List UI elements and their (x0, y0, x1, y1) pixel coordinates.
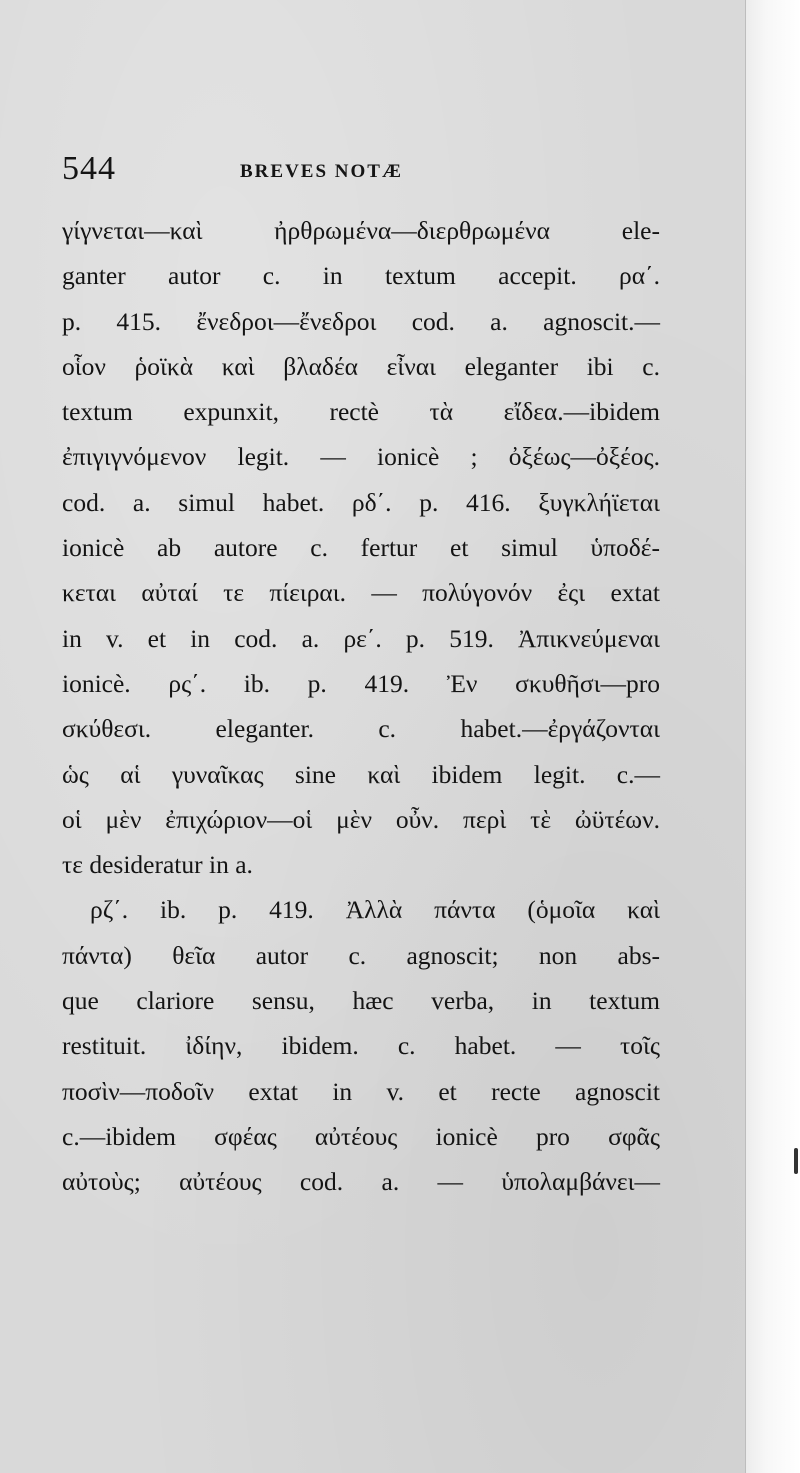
page-number: 544 (62, 150, 116, 187)
text-line: κεται αὐταί τε πίειραι. — πολύγονόν ἐςι extat (62, 578, 660, 608)
body-text (62, 208, 660, 1205)
text-line: cod. a. simul habet. ρδ΄. p. 416. ξυγκλήϊεται (62, 487, 660, 517)
text-line: c.—ibidem σφέας αὐτέους ionicè pro σφᾶς (62, 1121, 660, 1151)
text-line: que clariore sensu, hæc verba, in textum (62, 986, 660, 1016)
text-line: γίγνεται—καὶ ἠρθρωμένα—διερθρωμένα ele- (62, 216, 660, 245)
text-line: πάντα) θεῖα autor c. agnoscit; non abs- (62, 940, 660, 970)
text-line: οἷον ῥοϊκὰ καὶ βλαδέα εἶναι eleganter ibi c. (62, 351, 660, 381)
text-line: ὡς αἱ γυναῖκας sine καὶ ibidem legit. c.— (62, 759, 660, 789)
text-line: ρζ΄. ib. p. 419. Ἀλλὰ πάντα (ὁμοῖα καὶ (90, 895, 660, 925)
page-fore-edge (745, 0, 800, 1473)
text-line: textum expunxit, rectè τὰ εἴδεα.—ibidem (62, 397, 660, 427)
text-line: in v. et in cod. a. ρε΄. p. 519. Ἀπικνεύμεναι (62, 623, 660, 653)
edge-mark (794, 1148, 798, 1174)
text-line: restituit. ἰδίην, ibidem. c. habet. — τοῖς (62, 1031, 660, 1061)
text-line: ionicè. ρς΄. ib. p. 419. Ἐν σκυθῆσι—pro (62, 668, 660, 698)
text-line: σκύθεσι. eleganter. c. habet.—ἐργάζονται (62, 714, 660, 744)
text-line: ionicè ab autore c. fertur et simul ὑποδέ- (62, 533, 660, 563)
page-header (62, 150, 662, 196)
running-head: BREVES NOTÆ (240, 161, 403, 182)
text-line: ποσὶν—ποδοῖν extat in v. et recte agnoscit (62, 1076, 660, 1106)
text-line: αὐτοὺς; αὐτέους cod. a. — ὑπολαμβάνει— (62, 1167, 660, 1197)
text-line: p. 415. ἔνεδροι—ἔνεδροι cod. a. agnoscit.— (62, 306, 660, 336)
text-line: τε desideratur in a. (62, 850, 253, 880)
text-line: ἐπιγιγνόμενον legit. — ionicè ; ὀξέως—ὀξέος. (62, 442, 660, 472)
text-line: οἱ μὲν ἐπιχώριον—οἱ μὲν οὖν. περὶ τὲ ὠϋτέων. (62, 804, 660, 834)
text-line: ganter autor c. in textum accepit. ρα΄. (62, 261, 660, 291)
